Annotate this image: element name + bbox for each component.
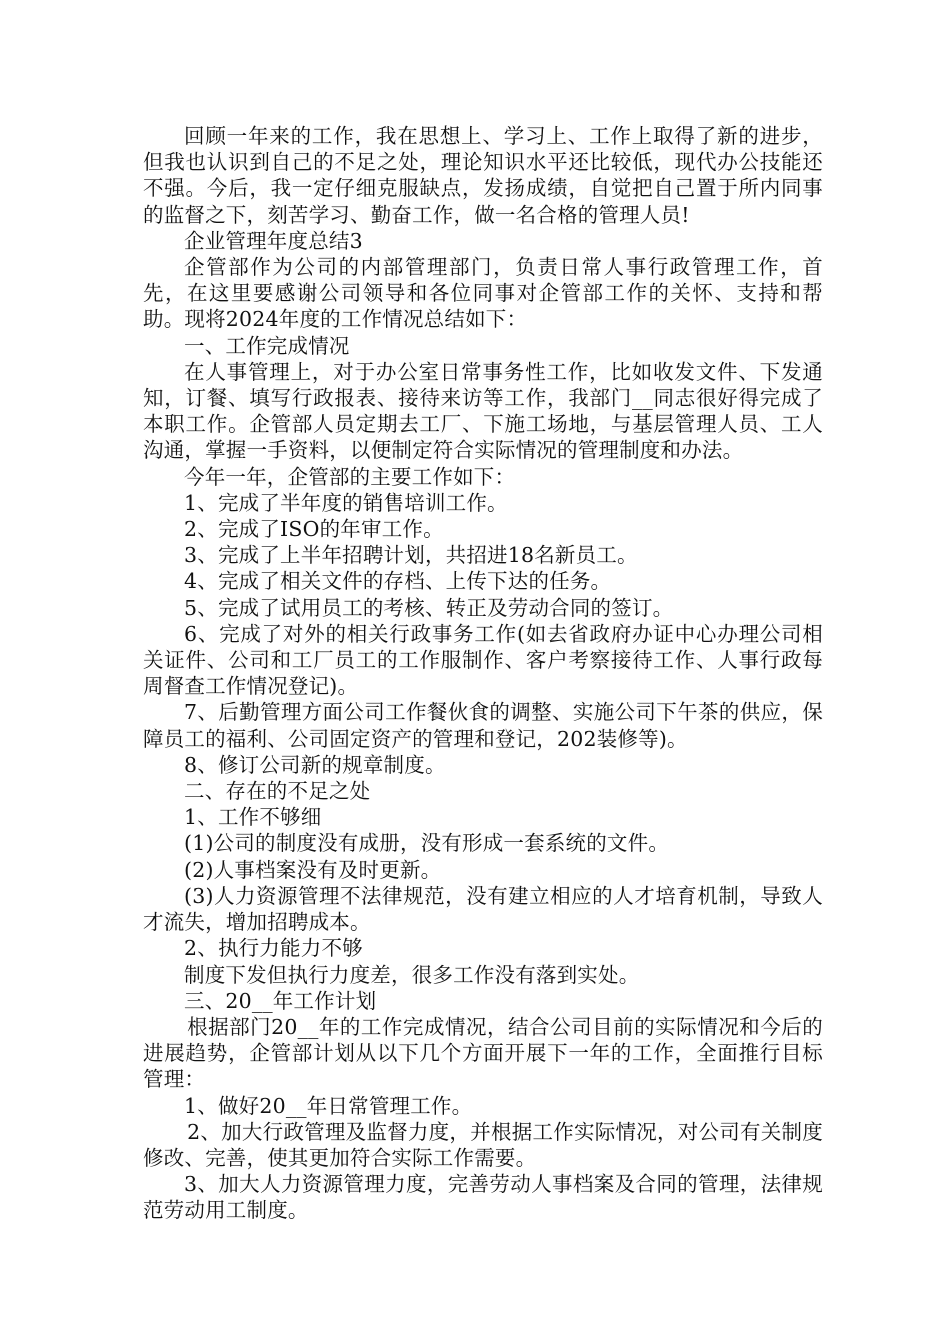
list-item: 4、完成了相关文件的存档、上传下达的任务。 — [184, 569, 612, 594]
list-item: 3、完成了上半年招聘计划，共招进18名新员工。 — [184, 543, 638, 568]
list-item: 5、完成了试用员工的考核、转正及劳动合同的签订。 — [184, 595, 674, 620]
subheading: 2、执行力能力不够 — [184, 936, 363, 961]
paragraph-hr-management: 在人事管理上，对于办公室日常事务性工作，比如收发文件、下发通知，订餐、填写行政报表、接待来访等工作，我部门__同志很好得完成了本职工作。企管部人员定期去工厂、下施工场地，与基层管理人员、工人沟通，掌握一手资料，以便制定符合实际情况的管理制度和办法。 — [143, 359, 823, 463]
document-body — [143, 123, 823, 1224]
paragraph-plan-intro: 根据部门20__年的工作完成情况，结合公司目前的实际情况和今后的进展趋势，企管部计划从以下几个方面开展下一年的工作，全面推行目标管理： — [143, 1014, 823, 1092]
section-title: 企业管理年度总结3 — [184, 228, 363, 253]
list-item: 1、完成了半年度的销售培训工作。 — [184, 490, 508, 515]
list-item: 2、完成了ISO的年审工作。 — [184, 517, 444, 542]
list-item: 7、后勤管理方面公司工作餐伙食的调整、实施公司下午茶的供应，保障员工的福利、公司固定资产的管理和登记，202装修等)。 — [143, 700, 823, 751]
list-item: 1、做好20__年日常管理工作。 — [184, 1093, 473, 1118]
list-item: (1)公司的制度没有成册，没有形成一套系统的文件。 — [184, 831, 670, 856]
paragraph-review: 回顾一年来的工作，我在思想上、学习上、工作上取得了新的进步，但我也认识到自己的不足之处，理论知识水平还比较低，现代办公技能还不强。今后，我一定仔细克服缺点，发扬成绩，自觉把自己置于所内同事的监督之下，刻苦学习、勤奋工作，做一名合格的管理人员! — [143, 124, 823, 227]
heading-work-plan: 三、20__年工作计划 — [184, 988, 377, 1013]
list-item: 6、完成了对外的相关行政事务工作(如去省政府办证中心办理公司相关证件、公司和工厂员工的工作服制作、客户考察接待工作、人事行政每周督查工作情况登记)。 — [143, 621, 823, 699]
list-item: 8、修订公司新的规章制度。 — [184, 752, 446, 777]
paragraph-intro: 企管部作为公司的内部管理部门，负责日常人事行政管理工作，首先，在这里要感谢公司领导和各位同事对企管部工作的关怀、支持和帮助。现将2024年度的工作情况总结如下： — [143, 255, 823, 332]
list-item: (3)人力资源管理不法律规范，没有建立相应的人才培育机制，导致人才流失，增加招聘成本。 — [143, 883, 823, 935]
heading-shortcomings: 二、存在的不足之处 — [184, 779, 371, 804]
list-item: (2)人事档案没有及时更新。 — [184, 857, 442, 882]
heading-work-completed: 一、工作完成情况 — [184, 333, 350, 358]
paragraph-main-work: 今年一年，企管部的主要工作如下： — [184, 464, 516, 489]
list-item: 3、加大人力资源管理力度，完善劳动人事档案及合同的管理，法律规范劳动用工制度。 — [143, 1172, 823, 1223]
list-item: 2、加大行政管理及监督力度，并根据工作实际情况，对公司有关制度修改、完善，使其更加符合实际工作需要。 — [143, 1119, 823, 1170]
subheading: 1、工作不够细 — [184, 805, 322, 830]
paragraph-execution: 制度下发但执行力度差，很多工作没有落到实处。 — [184, 962, 640, 987]
